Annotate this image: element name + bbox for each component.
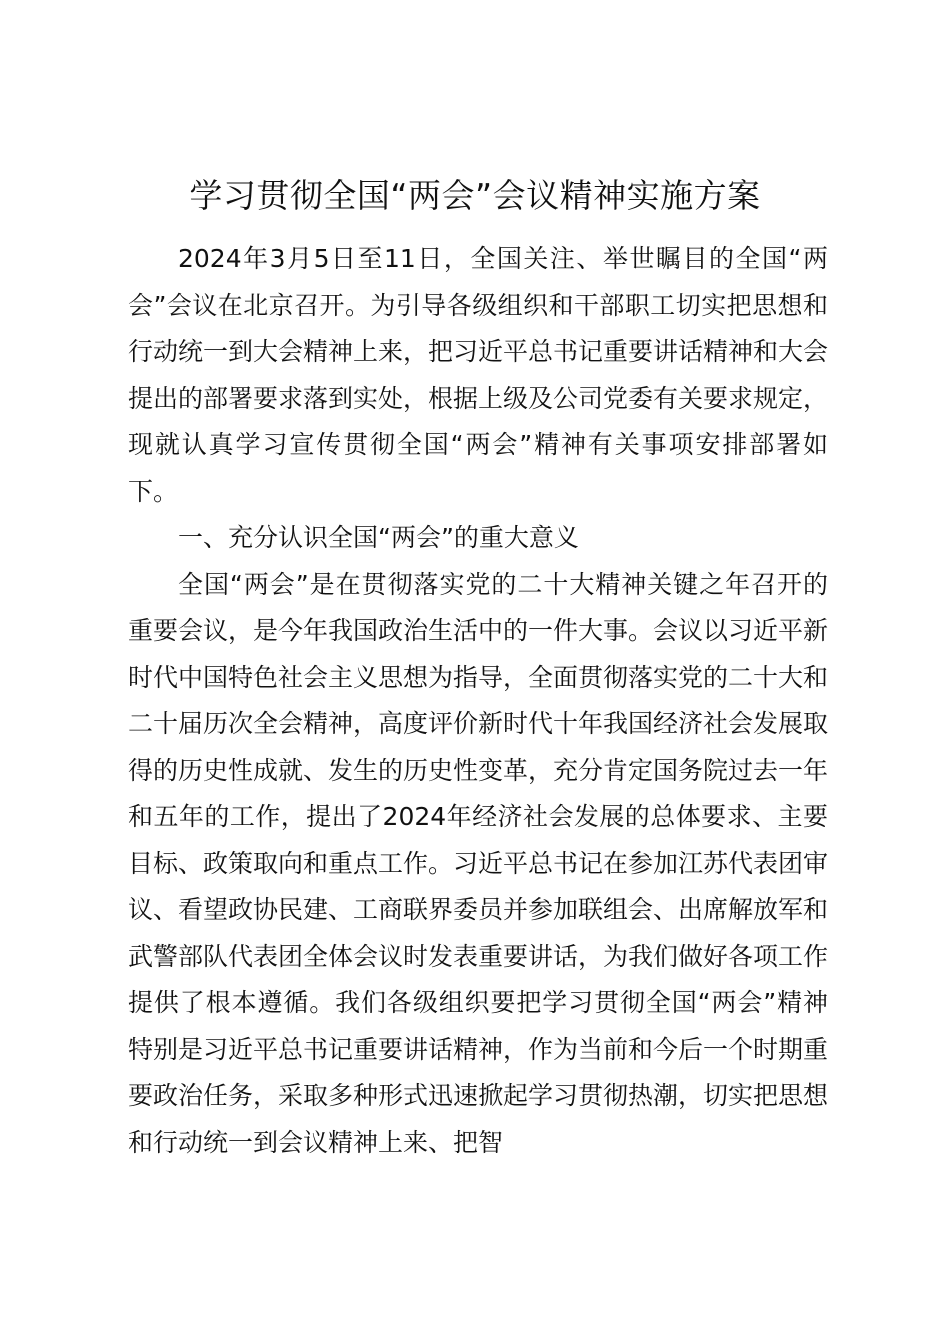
document-title: 学习贯彻全国“两会”会议精神实施方案 xyxy=(189,176,761,215)
document-body xyxy=(128,236,828,1166)
intro-paragraph: 2024年3月5日至11日，全国关注、举世瞩目的全国“两会”会议在北京召开。为引导各级组织和干部职工切实把思想和行动统一到大会精神上来，把习近平总书记重要讲话精神和大会提出的部署要求落到实处，根据上级及公司党委有关要求规定，现就认真学习宣传贯彻全国“两会”精神有关事项安排部署如下。 xyxy=(128,244,829,506)
section-heading-1: 一、充分认识全国“两会”的重大意义 xyxy=(178,523,579,552)
section-1-paragraph: 全国“两会”是在贯彻落实党的二十大精神关键之年召开的重要会议，是今年我国政治生活中的一件大事。会议以习近平新时代中国特色社会主义思想为指导，全面贯彻落实党的二十大和二十届历次全会精神，高度评价新时代十年我国经济社会发展取得的历史性成就、发生的历史性变革，充分肯定国务院过去一年和五年的工作，提出了2024年经济社会发展的总体要求、主要目标、政策取向和重点工作。习近平总书记在参加江苏代表团审议、看望政协民建、工商联界委员并参加联组会、出席解放军和武警部队代表团全体会议时发表重要讲话，为我们做好各项工作提供了根本遵循。我们各级组织要把学习贯彻全国“两会”精神特别是习近平总书记重要讲话精神，作为当前和今后一个时期重要政治任务，采取多种形式迅速掀起学习贯彻热潮，切实把思想和行动统一到会议精神上来、把智 xyxy=(128,569,829,1157)
